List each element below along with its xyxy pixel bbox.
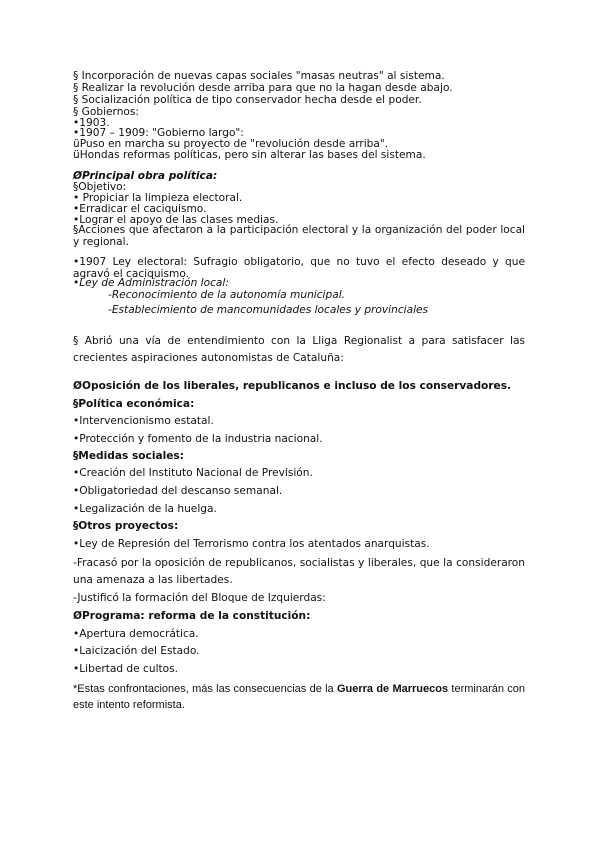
list-item: §Objetivo: <box>73 181 127 193</box>
closing-emphasis: Guerra de Marruecos <box>336 683 449 695</box>
closing-text-end: terminarán con este intento reformista. <box>73 683 526 711</box>
section-heading: ØPrincipal obra política: <box>73 170 218 182</box>
list-item: • Propiciar la limpieza electoral. <box>73 192 243 204</box>
list-item: -Justificó la formación del Bloque de Izquierdas: <box>73 592 326 604</box>
sub-item: -Reconocimiento de la autonomía municipal. <box>108 289 346 301</box>
list-item: üPuso en marcha su proyecto de "revolución desde arriba". <box>73 138 389 150</box>
section-heading: ØPrograma: reforma de la constitución: <box>73 610 311 622</box>
list-item: •1907 – 1909: "Gobierno largo": <box>73 127 244 139</box>
paragraph: •1907 Ley electoral: Sufragio obligatorio, que no tuvo el efecto deseado y que agravó el caciquismo. <box>73 256 525 280</box>
list-item: § Realizar la revolución desde arriba para que no la hagan desde abajo. <box>73 82 453 94</box>
list-item: •Obligatoriedad del descanso semanal. <box>73 485 283 497</box>
list-item: § Gobiernos: <box>73 106 139 118</box>
list-item: § Socialización política de tipo conservador hecha desde el poder. <box>73 94 422 106</box>
list-item: •Protección y fomento de la industria nacional. <box>73 433 323 445</box>
closing-text: *Estas confrontaciones, más las consecuencias de la <box>73 683 337 695</box>
list-item: •Intervencionismo estatal. <box>73 415 214 427</box>
list-item: •1903. <box>73 117 110 129</box>
list-item: •Lograr el apoyo de las clases medias. <box>73 214 279 226</box>
list-item: •Ley de Administración local: <box>73 277 229 289</box>
list-item: •Ley de Represión del Terrorismo contra los atentados anarquistas. <box>73 538 430 550</box>
list-item: •Laicización del Estado. <box>73 645 200 657</box>
paragraph: §Acciones que afectaron a la participación electoral y la organización del poder local y regional. <box>73 224 525 248</box>
list-item: § Incorporación de nuevas capas sociales "masas neutras" al sistema. <box>73 70 445 82</box>
section-heading: §Medidas sociales: <box>73 450 184 462</box>
list-item: •Libertad de cultos. <box>73 663 179 675</box>
list-item: •Erradicar el caciquismo. <box>73 203 207 215</box>
list-item: •Legalización de la huelga. <box>73 503 217 515</box>
section-heading: §Otros proyectos: <box>73 520 179 532</box>
section-heading: ØOposición de los liberales, republicanos e incluso de los conservadores. <box>73 380 512 392</box>
paragraph: § Abrió una vía de entendimiento con la Lliga Regionalist a para satisfacer las crecientes aspiraciones autonomistas de Cataluña: <box>73 335 525 364</box>
list-item: •Apertura democrática. <box>73 628 199 640</box>
closing-paragraph <box>73 681 525 713</box>
list-item: •Creación del Instituto Nacional de Previsión. <box>73 467 313 479</box>
paragraph: -Fracasó por la oposición de republicanos, socialistas y liberales, que la consideraron una amenaza a las libertades. <box>73 557 525 586</box>
section-heading: §Política económica: <box>73 398 195 410</box>
sub-item: -Establecimiento de mancomunidades locales y provinciales <box>108 304 429 316</box>
list-item: üHondas reformas políticas, pero sin alterar las bases del sistema. <box>73 149 426 161</box>
